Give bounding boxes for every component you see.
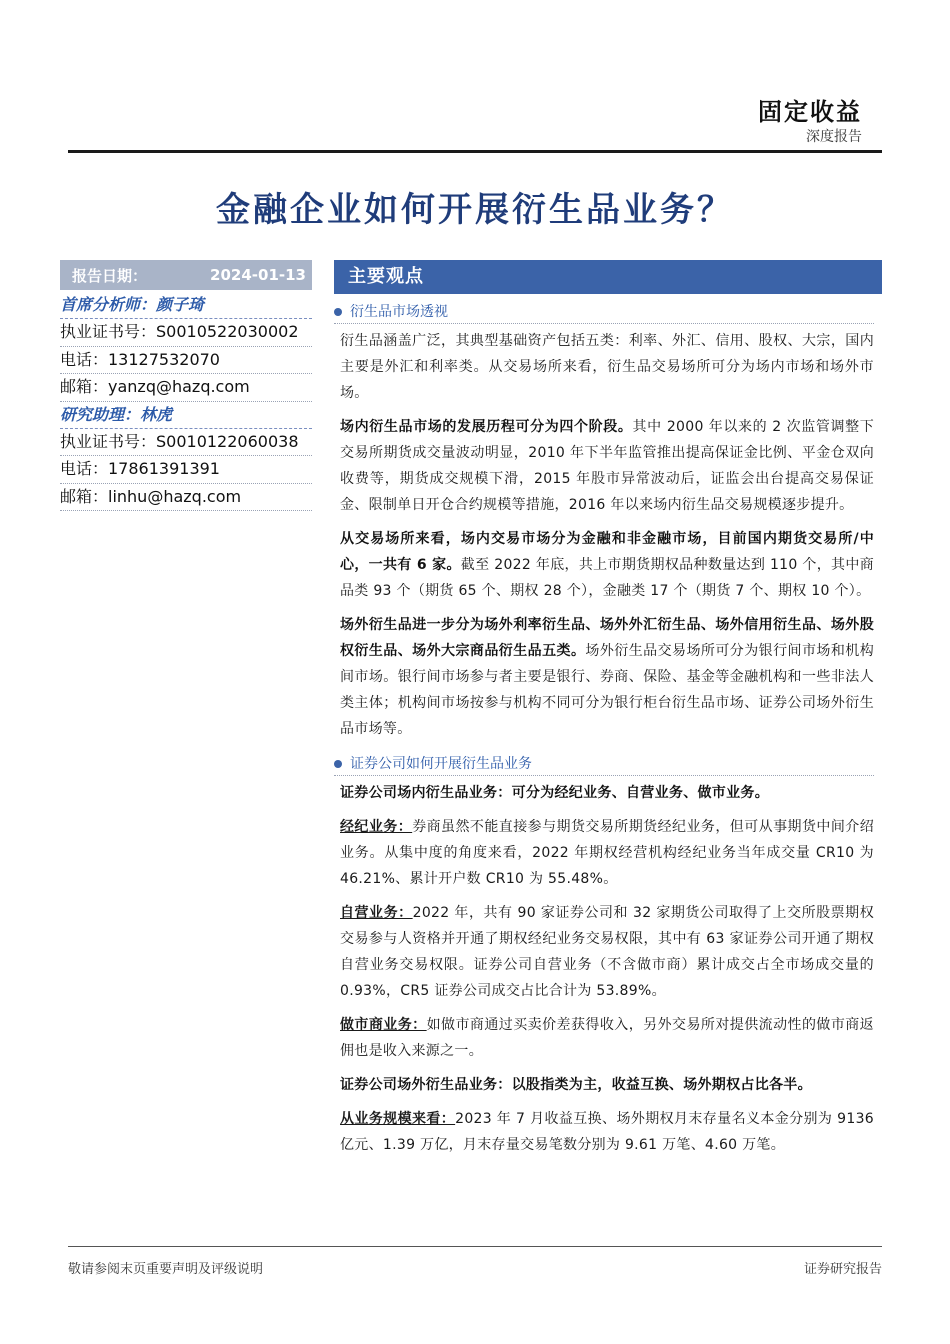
paragraph bbox=[340, 814, 874, 892]
analyst-cert: 执业证书号：S0010522030002 bbox=[60, 319, 312, 347]
report-subcategory: 深度报告 bbox=[806, 129, 862, 145]
assistant-phone: 电话：17861391391 bbox=[60, 456, 312, 484]
paragraph-text: 截至 2022 年底，共上市期货期权品种数量达到 110 个，其中商品类 93 个（期货 65 个、期权 28 个），金融类 17 个（期货 7 个、期权 10 个）。 bbox=[340, 557, 874, 599]
paragraph-label: 做市商业务： bbox=[340, 1017, 427, 1033]
paragraph-label: 经纪业务： bbox=[340, 819, 413, 835]
report-category: 固定收益 bbox=[758, 98, 862, 126]
header-divider bbox=[68, 150, 882, 153]
paragraph-text: 券商虽然不能直接参与期货交易所期货经纪业务，但可从事期货中间介绍业务。从集中度的角度来看，2022 年期权经营机构经纪业务当年成交量 CR10 为 46.21%、累计开户数 CR10 为 55.48%。 bbox=[340, 819, 874, 887]
paragraph bbox=[340, 328, 874, 406]
footer-disclaimer: 敬请参阅末页重要声明及评级说明 bbox=[68, 1262, 264, 1277]
footer-divider bbox=[68, 1246, 882, 1247]
paragraph bbox=[340, 414, 874, 518]
paragraph bbox=[340, 526, 874, 604]
paragraph-label: 自营业务： bbox=[340, 905, 413, 921]
report-date-value: 2024-01-13 bbox=[210, 266, 306, 284]
section-divider bbox=[334, 323, 874, 324]
paragraph bbox=[340, 900, 874, 1004]
paragraph-emphasis: 从交易场所来看，场内交易市场分为金融和非金融市场，目前国内期货交易所/中心，一共有 6 家。 bbox=[340, 531, 874, 573]
paragraph bbox=[340, 780, 874, 806]
paragraph bbox=[340, 1072, 874, 1098]
analyst-sidebar bbox=[60, 292, 312, 511]
paragraph-label: 从业务规模来看： bbox=[340, 1111, 456, 1127]
analyst-email[interactable]: 邮箱：yanzq@hazq.com bbox=[60, 374, 312, 402]
assistant-cert: 执业证书号：S0010122060038 bbox=[60, 429, 312, 457]
paragraph bbox=[340, 1012, 874, 1064]
main-content bbox=[334, 298, 874, 1166]
assistant-email[interactable]: 邮箱：linhu@hazq.com bbox=[60, 484, 312, 512]
analyst-role: 首席分析师：颜子琦 bbox=[60, 292, 312, 319]
section-title: 证券公司如何开展衍生品业务 bbox=[350, 756, 532, 772]
report-date-label: 报告日期： bbox=[72, 266, 148, 285]
paragraph-emphasis: 证券公司场内衍生品业务：可分为经纪业务、自营业务、做市业务。 bbox=[340, 785, 769, 801]
paragraph-text: 场外衍生品交易场所可分为银行间市场和机构间市场。银行间市场参与者主要是银行、券商、保险、基金等金融机构和一些非法人类主体；机构间市场按参与机构不同可分为银行柜台衍生品市场、证券公司场外衍生品市场等。 bbox=[340, 643, 875, 737]
paragraph-text: 2022 年，共有 90 家证券公司和 32 家期货公司取得了上交所股票期权交易参与人资格并开通了期权经纪业务交易权限，其中有 63 家证券公司开通了期权自营业务交易权限。证券公司自营业务（不含做市商）累计成交占全市场成交量的 0.93%，CR5 证券公司成交占比合计为 53.89%。 bbox=[340, 905, 874, 999]
footer-report-type: 证券研究报告 bbox=[803, 1262, 882, 1277]
section-heading-securities-firms bbox=[334, 750, 874, 778]
paragraph-text: 如做市商通过买卖价差获得收入，另外交易所对提供流动性的做市商返佣也是收入来源之一。 bbox=[340, 1017, 874, 1059]
analyst-phone: 电话：13127532070 bbox=[60, 347, 312, 375]
paragraph bbox=[340, 1106, 874, 1158]
section-heading-derivatives-market bbox=[334, 298, 874, 326]
report-date-bar bbox=[60, 260, 312, 290]
paragraph-emphasis: 证券公司场外衍生品业务：以股指类为主，收益互换、场外期权占比各半。 bbox=[340, 1077, 812, 1093]
section-title: 衍生品市场透视 bbox=[350, 304, 448, 320]
paragraph-emphasis: 场内衍生品市场的发展历程可分为四个阶段。 bbox=[340, 419, 633, 435]
main-points-header: 主要观点 bbox=[334, 260, 882, 294]
paragraph-text: 衍生品涵盖广泛，其典型基础资产包括五类：利率、外汇、信用、股权、大宗，国内主要是外汇和利率类。从交易场所来看，衍生品交易场所可分为场内市场和场外市场。 bbox=[340, 333, 874, 401]
bullet-icon bbox=[334, 760, 342, 768]
section-divider bbox=[334, 775, 874, 776]
paragraph-text: 2023 年 7 月收益互换、场外期权月末存量名义本金分别为 9136 亿元、1.39 万亿，月末存量交易笔数分别为 9.61 万笔、4.60 万笔。 bbox=[340, 1111, 874, 1153]
page-title: 金融企业如何开展衍生品业务？ bbox=[216, 190, 734, 230]
paragraph bbox=[340, 612, 874, 742]
paragraph-text: 其中 2000 年以来的 2 次监管调整下交易所期货成交量波动明显，2010 年下半年监管推出提高保证金比例、平金仓双向收费等，期货成交规模下滑，2015 年股市异常波动后，证监会出台提高交易保证金、限制单日开仓合约规模等措施，2016 年以来场内衍生品交易规模逐步提升。 bbox=[340, 419, 875, 513]
bullet-icon bbox=[334, 308, 342, 316]
assistant-role: 研究助理：林虎 bbox=[60, 402, 312, 429]
paragraph-emphasis: 场外衍生品进一步分为场外利率衍生品、场外外汇衍生品、场外信用衍生品、场外股权衍生品、场外大宗商品衍生品五类。 bbox=[340, 617, 874, 659]
